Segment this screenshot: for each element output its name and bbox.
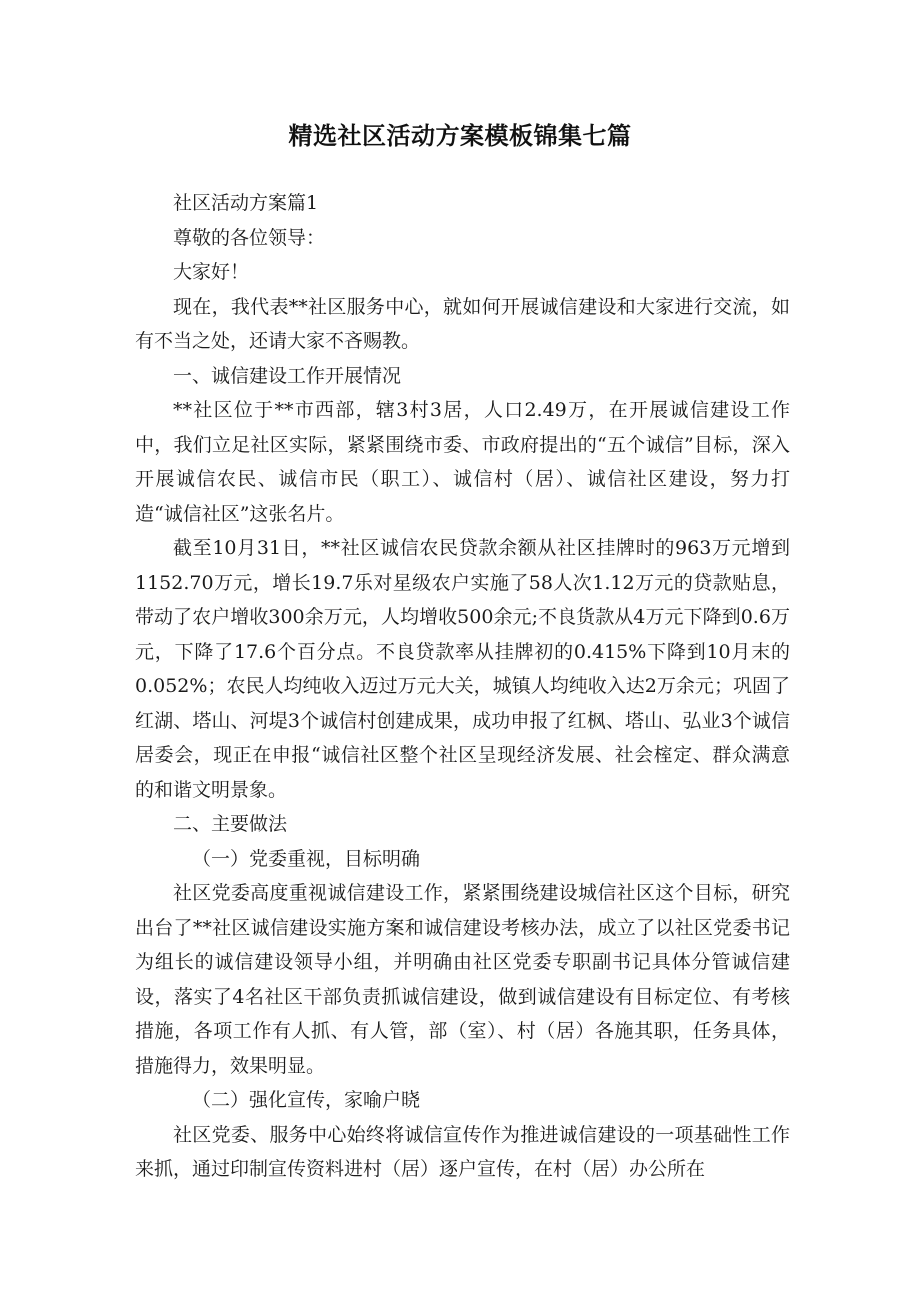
document-title: 精选社区活动方案模板锦集七篇 xyxy=(288,122,632,150)
paragraph-intro: 现在，我代表**社区服务中心，就如何开展诚信建设和大家进行交流，如有不当之处，还请大家不吝赐教。 xyxy=(135,295,790,352)
paragraph-subheading-2: （二）强化宣传，家喻户晓 xyxy=(192,1089,421,1111)
paragraph-heading-1: 一、诚信建设工作开展情况 xyxy=(173,364,402,387)
paragraph-overview: **社区位于**市西部，辖3村3居，人口2.49万，在开展诚信建设工作中，我们立足社区实际，紧紧围绕市委、市政府提出的“五个诚信”目标，深入开展诚信农民、诚信市民（职工）、诚信村（居）、诚信社区建设，努力打造“诚信社区”这张名片。 xyxy=(135,399,790,525)
paragraph-heading-2: 二、主要做法 xyxy=(173,813,288,835)
paragraph-party-committee: 社区党委高度重视诚信建设工作，紧紧围绕建设城信社区这个目标，研究出台了**社区诚信建设实施方案和诚信建设考核办法，成立了以社区党委书记为组长的诚信建设领导小组，并明确由社区党委专职副书记具体分管诚信建设，落实了4名社区干部负责抓诚信建设，做到诚信建设有目标定位、有考核措施，各项工作有人抓、有人管，部（室）、村（居）各施其职，任务具体，措施得力，效果明显。 xyxy=(135,882,790,1077)
paragraph-section-heading: 社区活动方案篇1 xyxy=(173,192,319,214)
document-body xyxy=(135,186,790,1187)
paragraph-greeting: 大家好！ xyxy=(173,261,250,283)
paragraph-publicity: 社区党委、服务中心始终将诚信宣传作为推进诚信建设的一项基础性工作来抓，通过印制宣传资料进村（居）逐户宣传，在村（居）办公所在 xyxy=(135,1123,790,1180)
paragraph-subheading-1: （一）党委重视，目标明确 xyxy=(192,847,421,870)
paragraph-salutation: 尊敬的各位领导： xyxy=(173,226,326,249)
paragraph-statistics: 截至10月31日，**社区诚信农民贷款余额从社区挂牌时的963万元增到1152.70万元，增长19.7乐对星级农户实施了58人次1.12万元的贷款贴息，带动了农户增收300余万元，人均增收500余元;不良货款从4万元下降到0.6万元，下降了17.6个百分点。不良贷款率从挂牌初的0.415%下降到10月末的0.052%；农民人均纯收入迈过万元大关，城镇人均纯收入达2万余元；巩固了红湖、塔山、河堤3个诚信村创建成果，成功申报了红枫、塔山、弘业3个诚信居委会，现正在申报“诚信社区整个社区呈现经济发展、社会榁定、群众满意的和谐文明景象。 xyxy=(135,537,790,801)
